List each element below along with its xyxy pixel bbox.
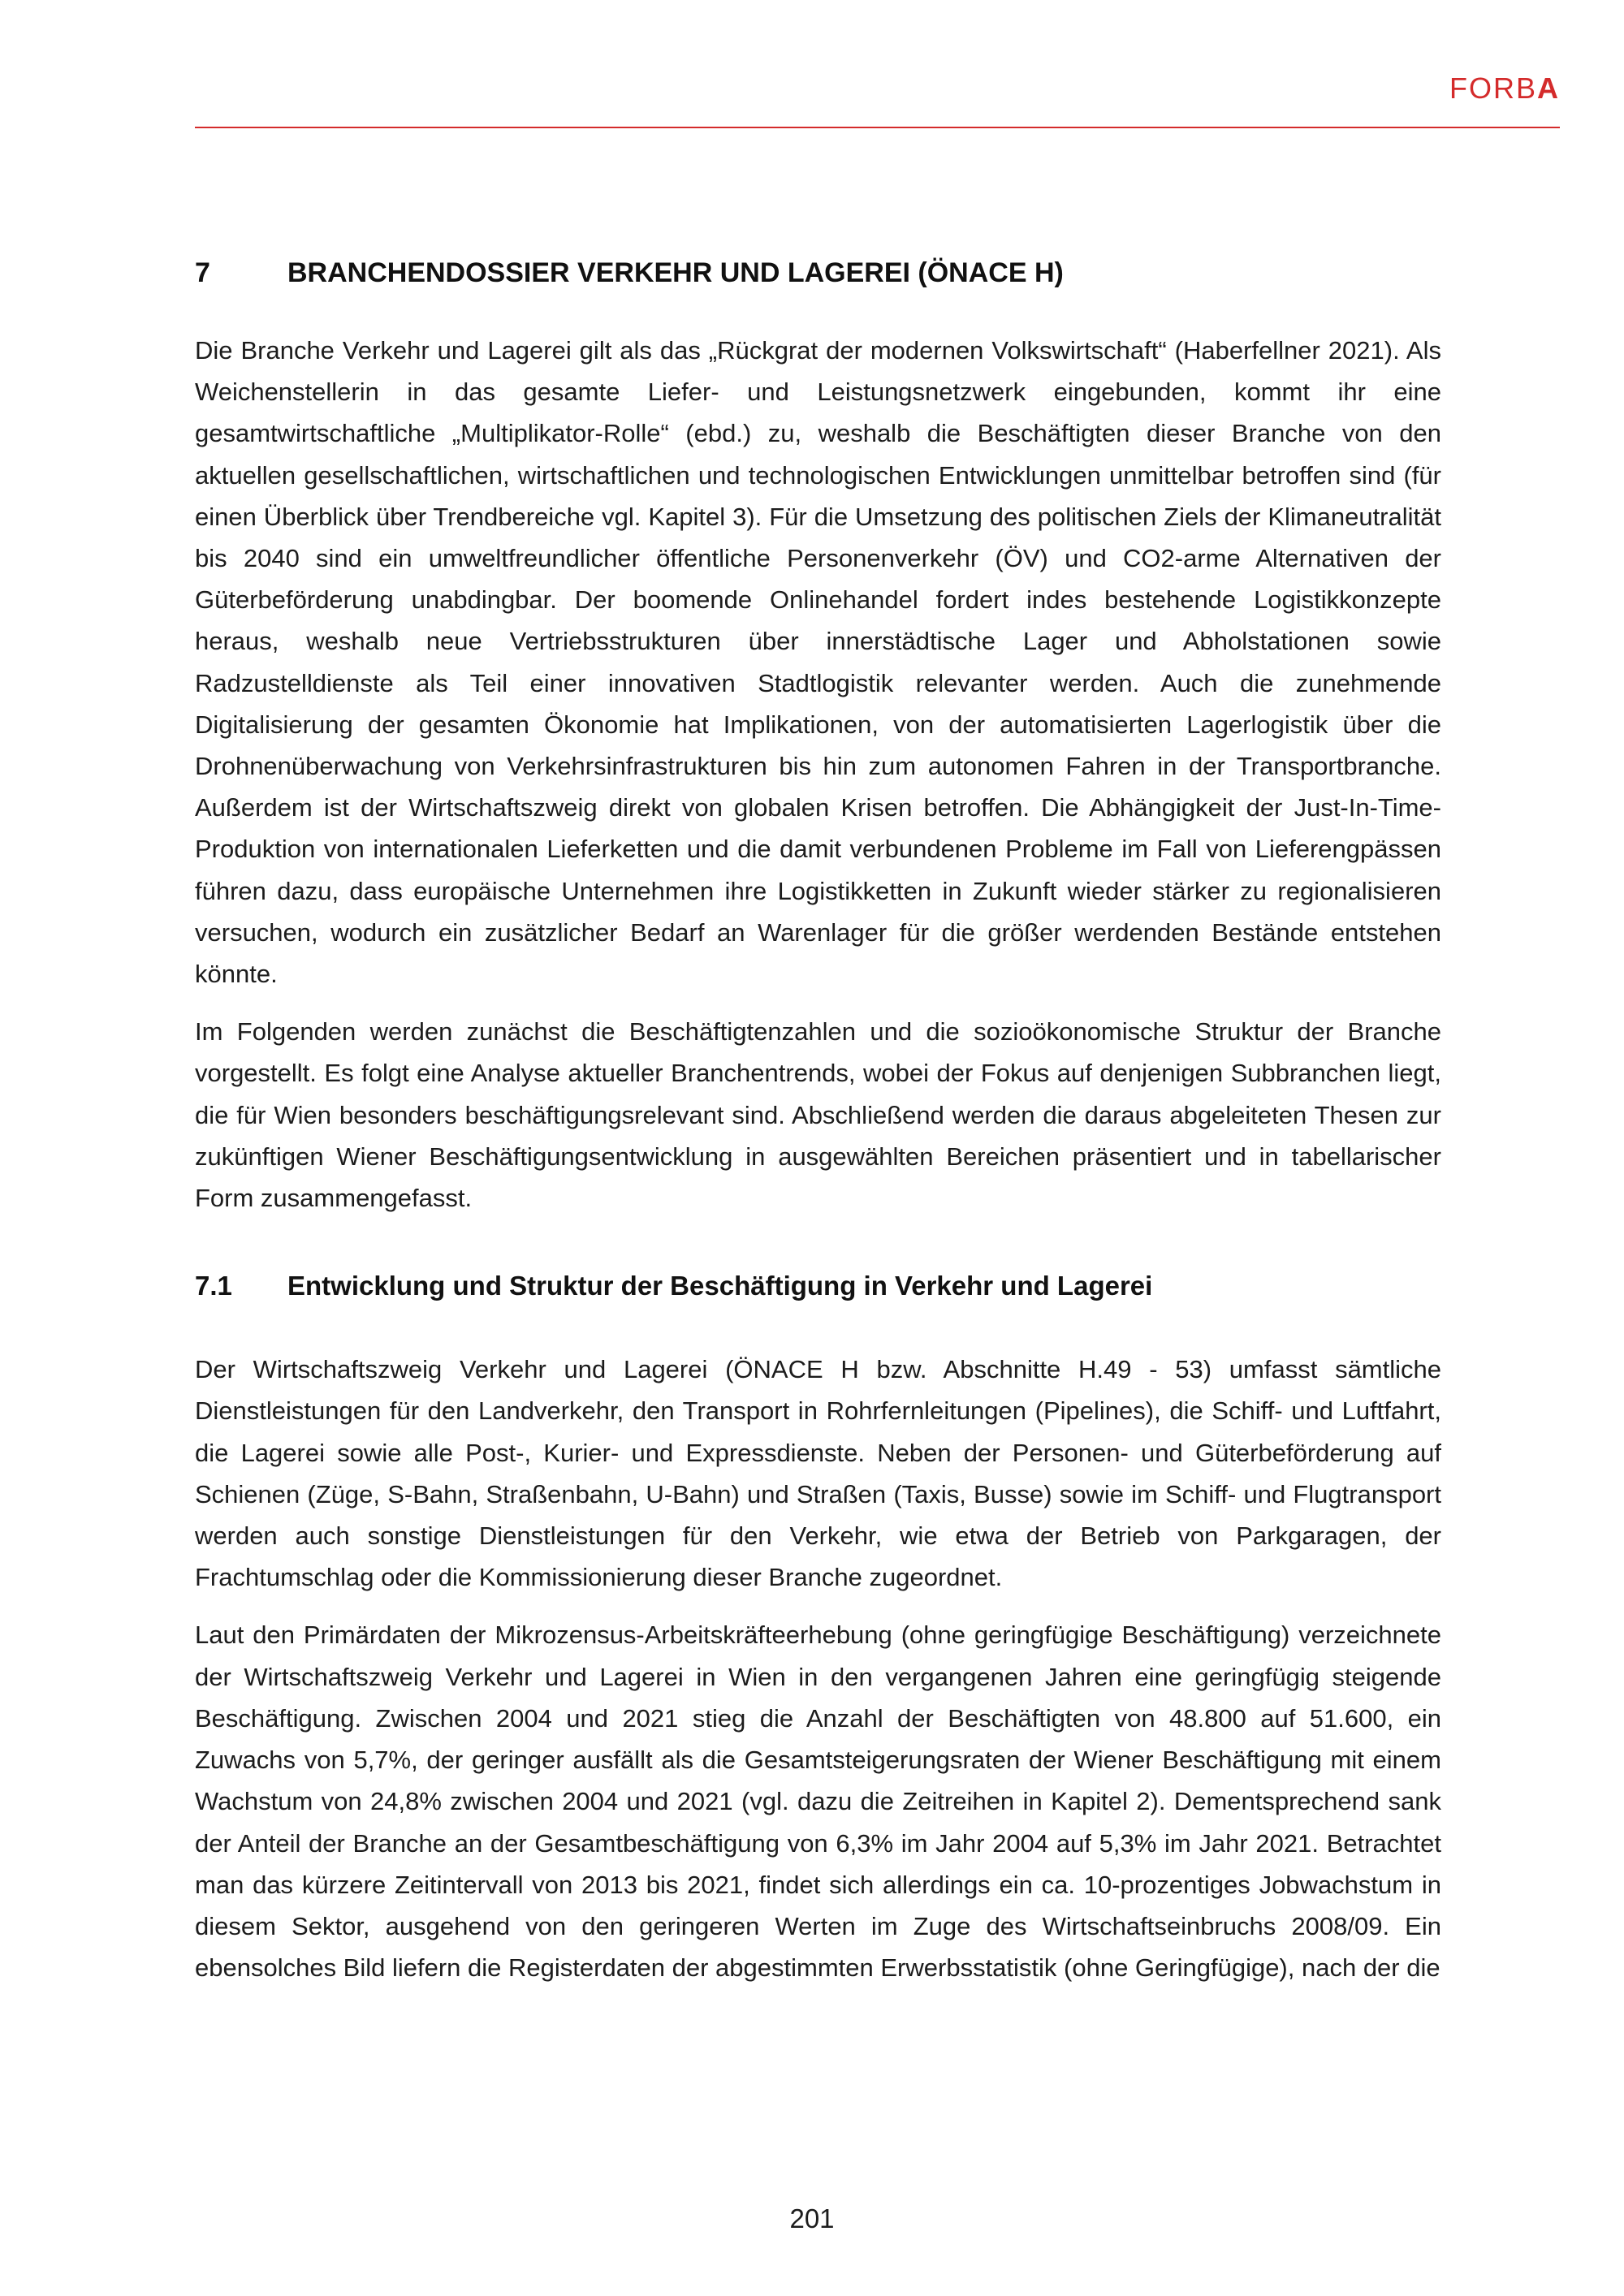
brand-logo [1449, 71, 1560, 106]
chapter-title: BRANCHENDOSSIER VERKEHR UND LAGEREI (ÖNACE H) [287, 257, 1064, 288]
brand-main: FORB [1449, 71, 1537, 105]
page-content [195, 252, 1441, 2005]
chapter-heading [195, 252, 1441, 294]
subsection-paragraph: Laut den Primärdaten der Mikrozensus-Arbeitskräfteerhebung (ohne geringfügige Beschäftigung) verzeichnete der Wirtschaftszweig Verkehr und Lagerei in Wien in den vergangenen Jahren eine geringfügig steigende Beschäftigung. Zwischen 2004 und 2021 stieg die Anzahl der Beschäftigten von 48.800 auf 51.600, ein Zuwachs von 5,7%, der geringer ausfällt als die Gesamtsteigerungsraten der Wiener Beschäftigung mit einem Wachstum von 24,8% zwischen 2004 und 2021 (vgl. dazu die Zeitreihen in Kapitel 2). Dementsprechend sank der Anteil der Branche an der Gesamtbeschäftigung von 6,3% im Jahr 2004 auf 5,3% im Jahr 2021. Betrachtet man das kürzere Zeitintervall von 2013 bis 2021, findet sich allerdings ein ca. 10-prozentiges Jobwachstum in diesem Sektor, ausgehend von den geringeren Werten im Zuge des Wirtschaftseinbruchs 2008/09. Ein ebensolches Bild liefern die Registerdaten der abgestimmten Erwerbsstatistik (ohne Geringfügige), nach der die [195, 1621, 1441, 1983]
header-divider [195, 127, 1560, 128]
chapter-paragraph: Die Branche Verkehr und Lagerei gilt als das „Rückgrat der modernen Volkswirtschaft“ (Haberfellner 2021). Als Weichenstellerin in das gesamte Liefer- und Leistungsnetzwerk eingebunden, kommt ihr eine gesamtwirtschaftliche „Multiplikator-Rolle“ (ebd.) zu, weshalb die Beschäftigten dieser Branche von den aktuellen gesellschaftlichen, wirtschaftlichen und technologischen Entwicklungen unmittelbar betroffen sind (für einen Überblick über Trendbereiche vgl. Kapitel 3). Für die Umsetzung des politischen Ziels der Klimaneutralität bis 2040 sind ein umweltfreundlicher öffentliche Personenverkehr (ÖV) und CO2-arme Alternativen der Güterbeförderung unabdingbar. Der boomende Onlinehandel fordert indes bestehende Logistikkonzepte heraus, weshalb neue Vertriebsstrukturen über innerstädtische Lager und Abholstationen sowie Radzustelldienste als Teil einer innovativen Stadtlogistik relevanter werden. Auch die zunehmende Digitalisierung der gesamten Ökonomie hat Implikationen, von der automatisierten Lagerlogistik über die Drohnenüberwachung von Verkehrsinfrastrukturen bis hin zum autonomen Fahren in der Transportbranche. Außerdem ist der Wirtschaftszweig direkt von globalen Krisen betroffen. Die Abhängigkeit der Just-In-Time-Produktion von internationalen Lieferketten und die damit verbundenen Probleme im Fall von Lieferengpässen führen dazu, dass europäische Unternehmen ihre Logistikketten in Zukunft wieder stärker zu regionalisieren versuchen, wodurch ein zusätzlicher Bedarf an Warenlager für die größer werdenden Bestände entstehen könnte. [195, 336, 1441, 989]
subsection-title: Entwicklung und Struktur der Beschäftigung in Verkehr und Lagerei [287, 1271, 1153, 1301]
chapter-number: 7 [195, 257, 210, 288]
page-header [195, 71, 1560, 130]
subsection-number: 7.1 [195, 1271, 232, 1301]
brand-accent: A [1537, 71, 1560, 105]
subsection-heading [195, 1266, 1441, 1306]
page-number: 201 [789, 2203, 835, 2233]
subsection-paragraph: Der Wirtschaftszweig Verkehr und Lagerei (ÖNACE H bzw. Abschnitte H.49 - 53) umfasst sämtliche Dienstleistungen für den Landverkehr, den Transport in Rohrfernleitungen (Pipelines), die Schiff- und Luftfahrt, die Lagerei sowie alle Post-, Kurier- und Expressdienste. Neben der Personen- und Güterbeförderung auf Schienen (Züge, S-Bahn, Straßenbahn, U-Bahn) und Straßen (Taxis, Busse) sowie im Schiff- und Flugtransport werden auch sonstige Dienstleistungen für den Verkehr, wie etwa der Betrieb von Parkgaragen, der Frachtumschlag oder die Kommissionierung dieser Branche zugeordnet. [195, 1355, 1441, 1592]
chapter-paragraph: Im Folgenden werden zunächst die Beschäftigtenzahlen und die sozioökonomische Struktur der Branche vorgestellt. Es folgt eine Analyse aktueller Branchentrends, wobei der Fokus auf denjenigen Subbranchen liegt, die für Wien besonders beschäftigungsrelevant sind. Abschließend werden die daraus abgeleiteten Thesen zur zukünftigen Wiener Beschäftigungsentwicklung in ausgewählten Bereichen präsentiert und in tabellarischer Form zusammengefasst. [195, 1017, 1441, 1213]
